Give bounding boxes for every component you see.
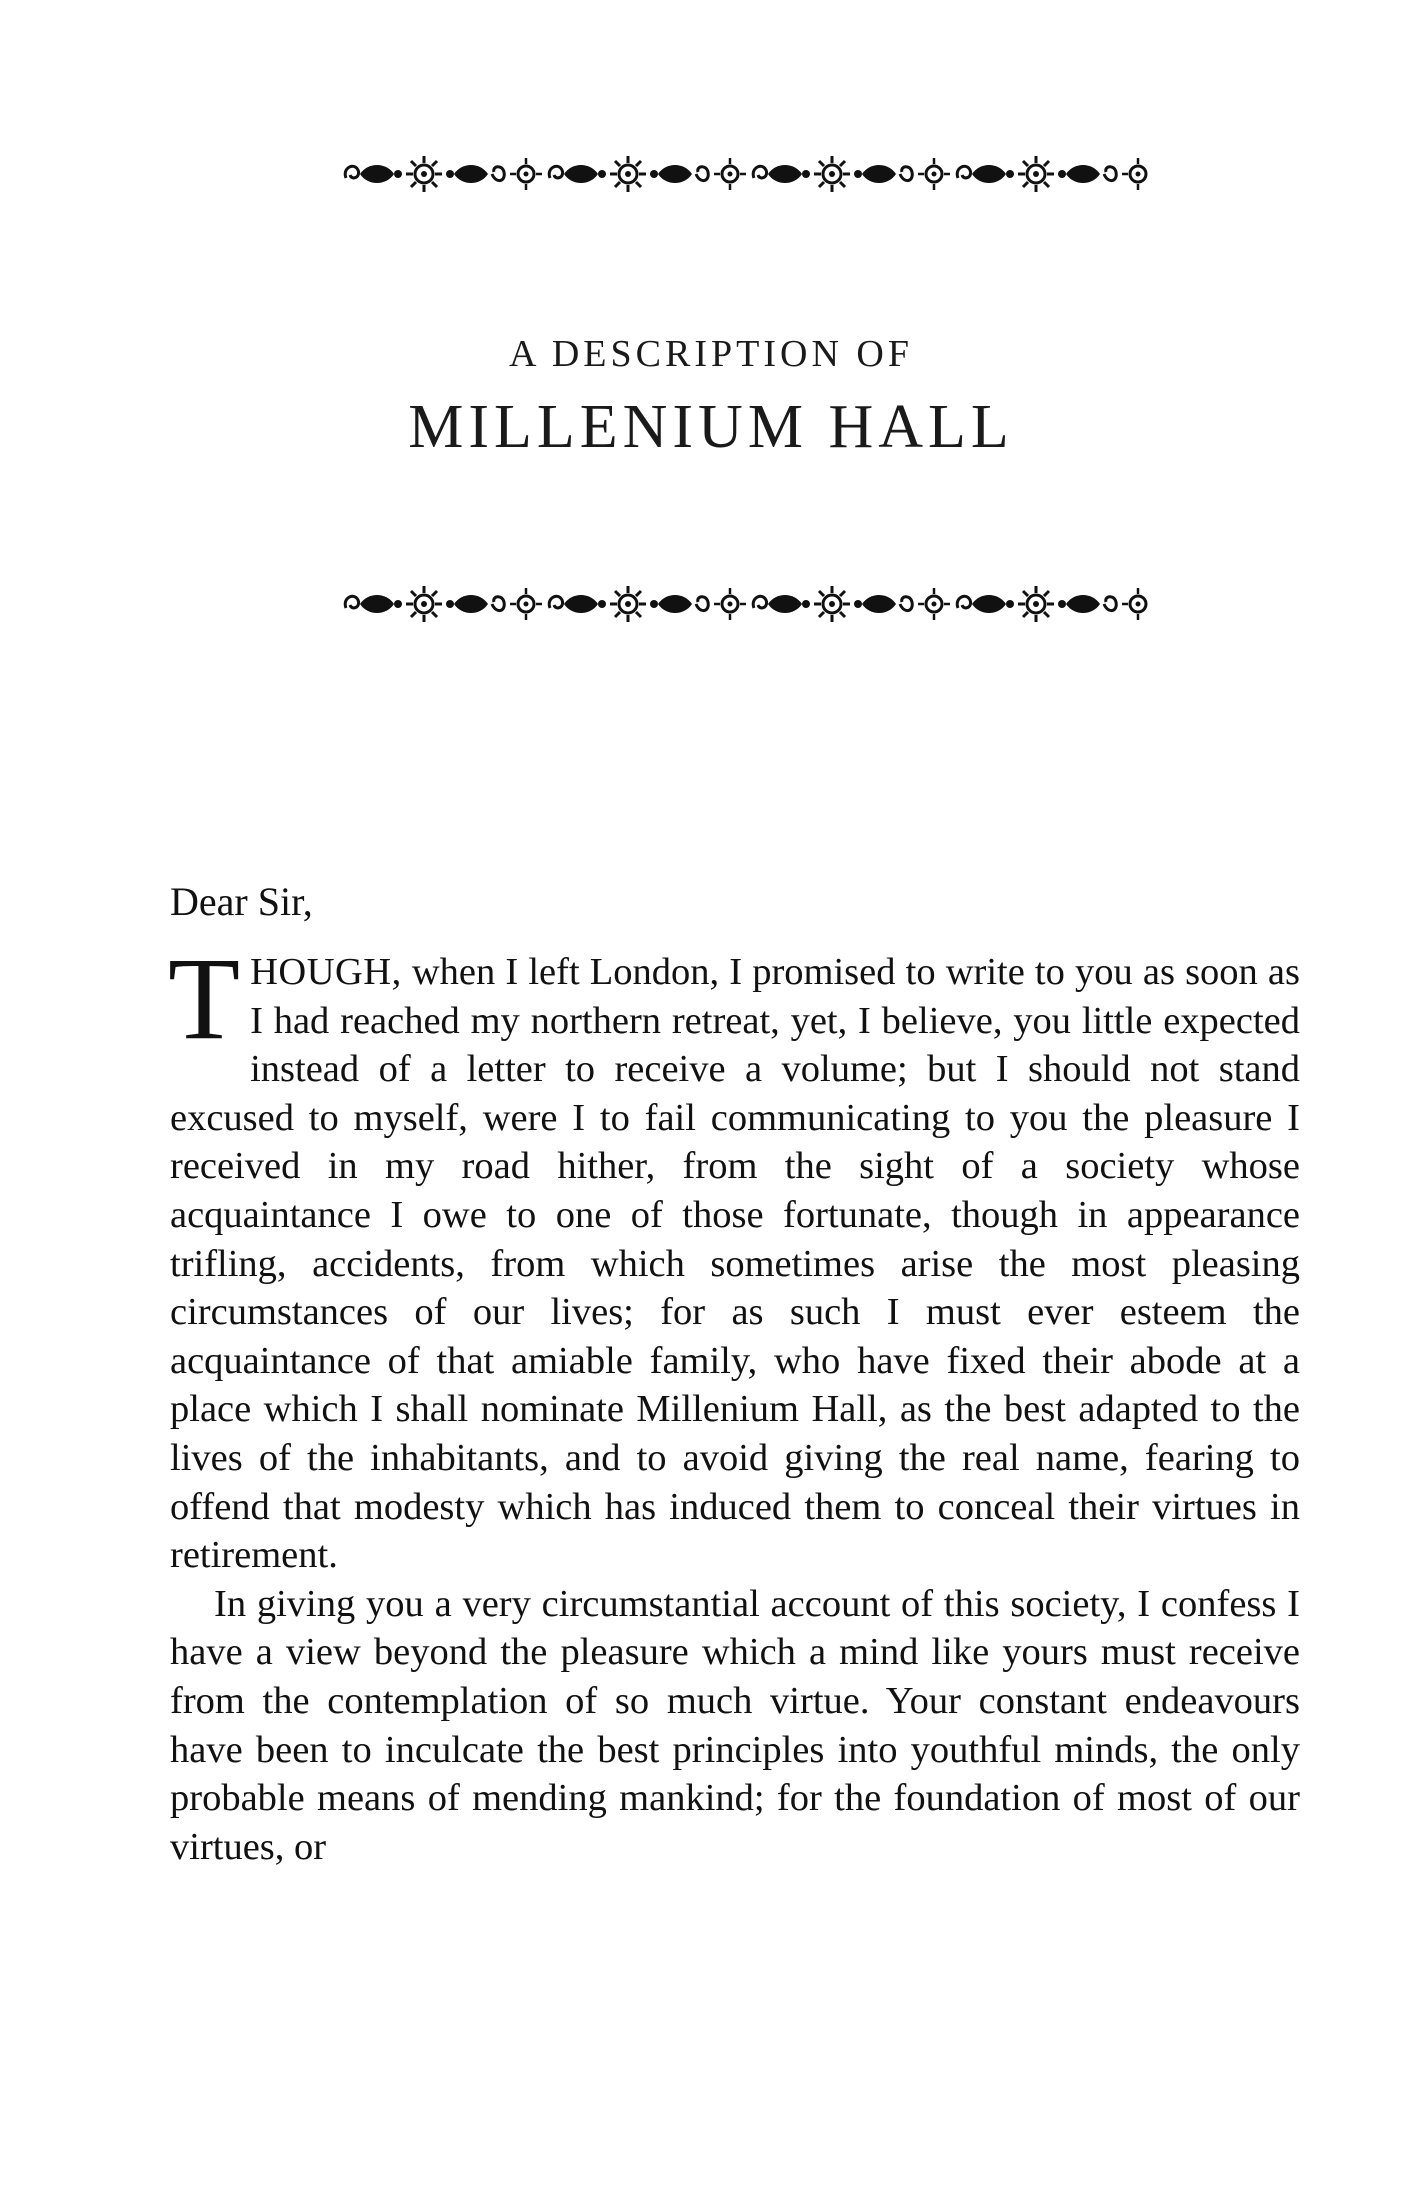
paragraph-1	[168, 933, 1300, 1580]
bottom-ornament-border	[340, 578, 1148, 630]
paragraph-1-text: when I left London, I promised to write to you as soon as I had reached my northern retreat, yet, I believe, you little expected instead of a letter to receive a volume; but I should not stand excused to myself, were I to fail communicating to you the pleasure I received in my road hither, from the sight of a society whose acquaintance I owe to one of those fortunate, though in appearance trifling, accidents, from which sometimes arise the most pleasing circumstances of our lives; for as such I must ever esteem the acquaintance of that amiable family, who have fixed their abode at a place which I shall nominate Millenium Hall, as the best adapted to the lives of the inhabitants, and to avoid giving the real name, fearing to offend that modesty which has induced them to conceal their virtues in retirement.	[170, 951, 1300, 1577]
top-ornament-border	[340, 148, 1148, 200]
book-subtitle: A DESCRIPTION OF	[509, 333, 913, 375]
first-word-smallcaps: HOUGH,	[250, 951, 402, 993]
book-title: MILLENIUM HALL	[408, 393, 1014, 461]
drop-cap: T	[168, 933, 241, 1064]
letter-salutation: Dear Sir,	[170, 879, 313, 924]
letter-body	[168, 933, 1300, 1871]
paragraph-2: In giving you a very circumstantial account of this society, I confess I have a view beyond the pleasure which a mind like yours must receive from the contemplation of so much virtue. Your constant endeavours have been to inculcate the best principles into youthful minds, the only probable means of mending mankind; for the foundation of most of our virtues, or	[170, 1582, 1300, 1868]
